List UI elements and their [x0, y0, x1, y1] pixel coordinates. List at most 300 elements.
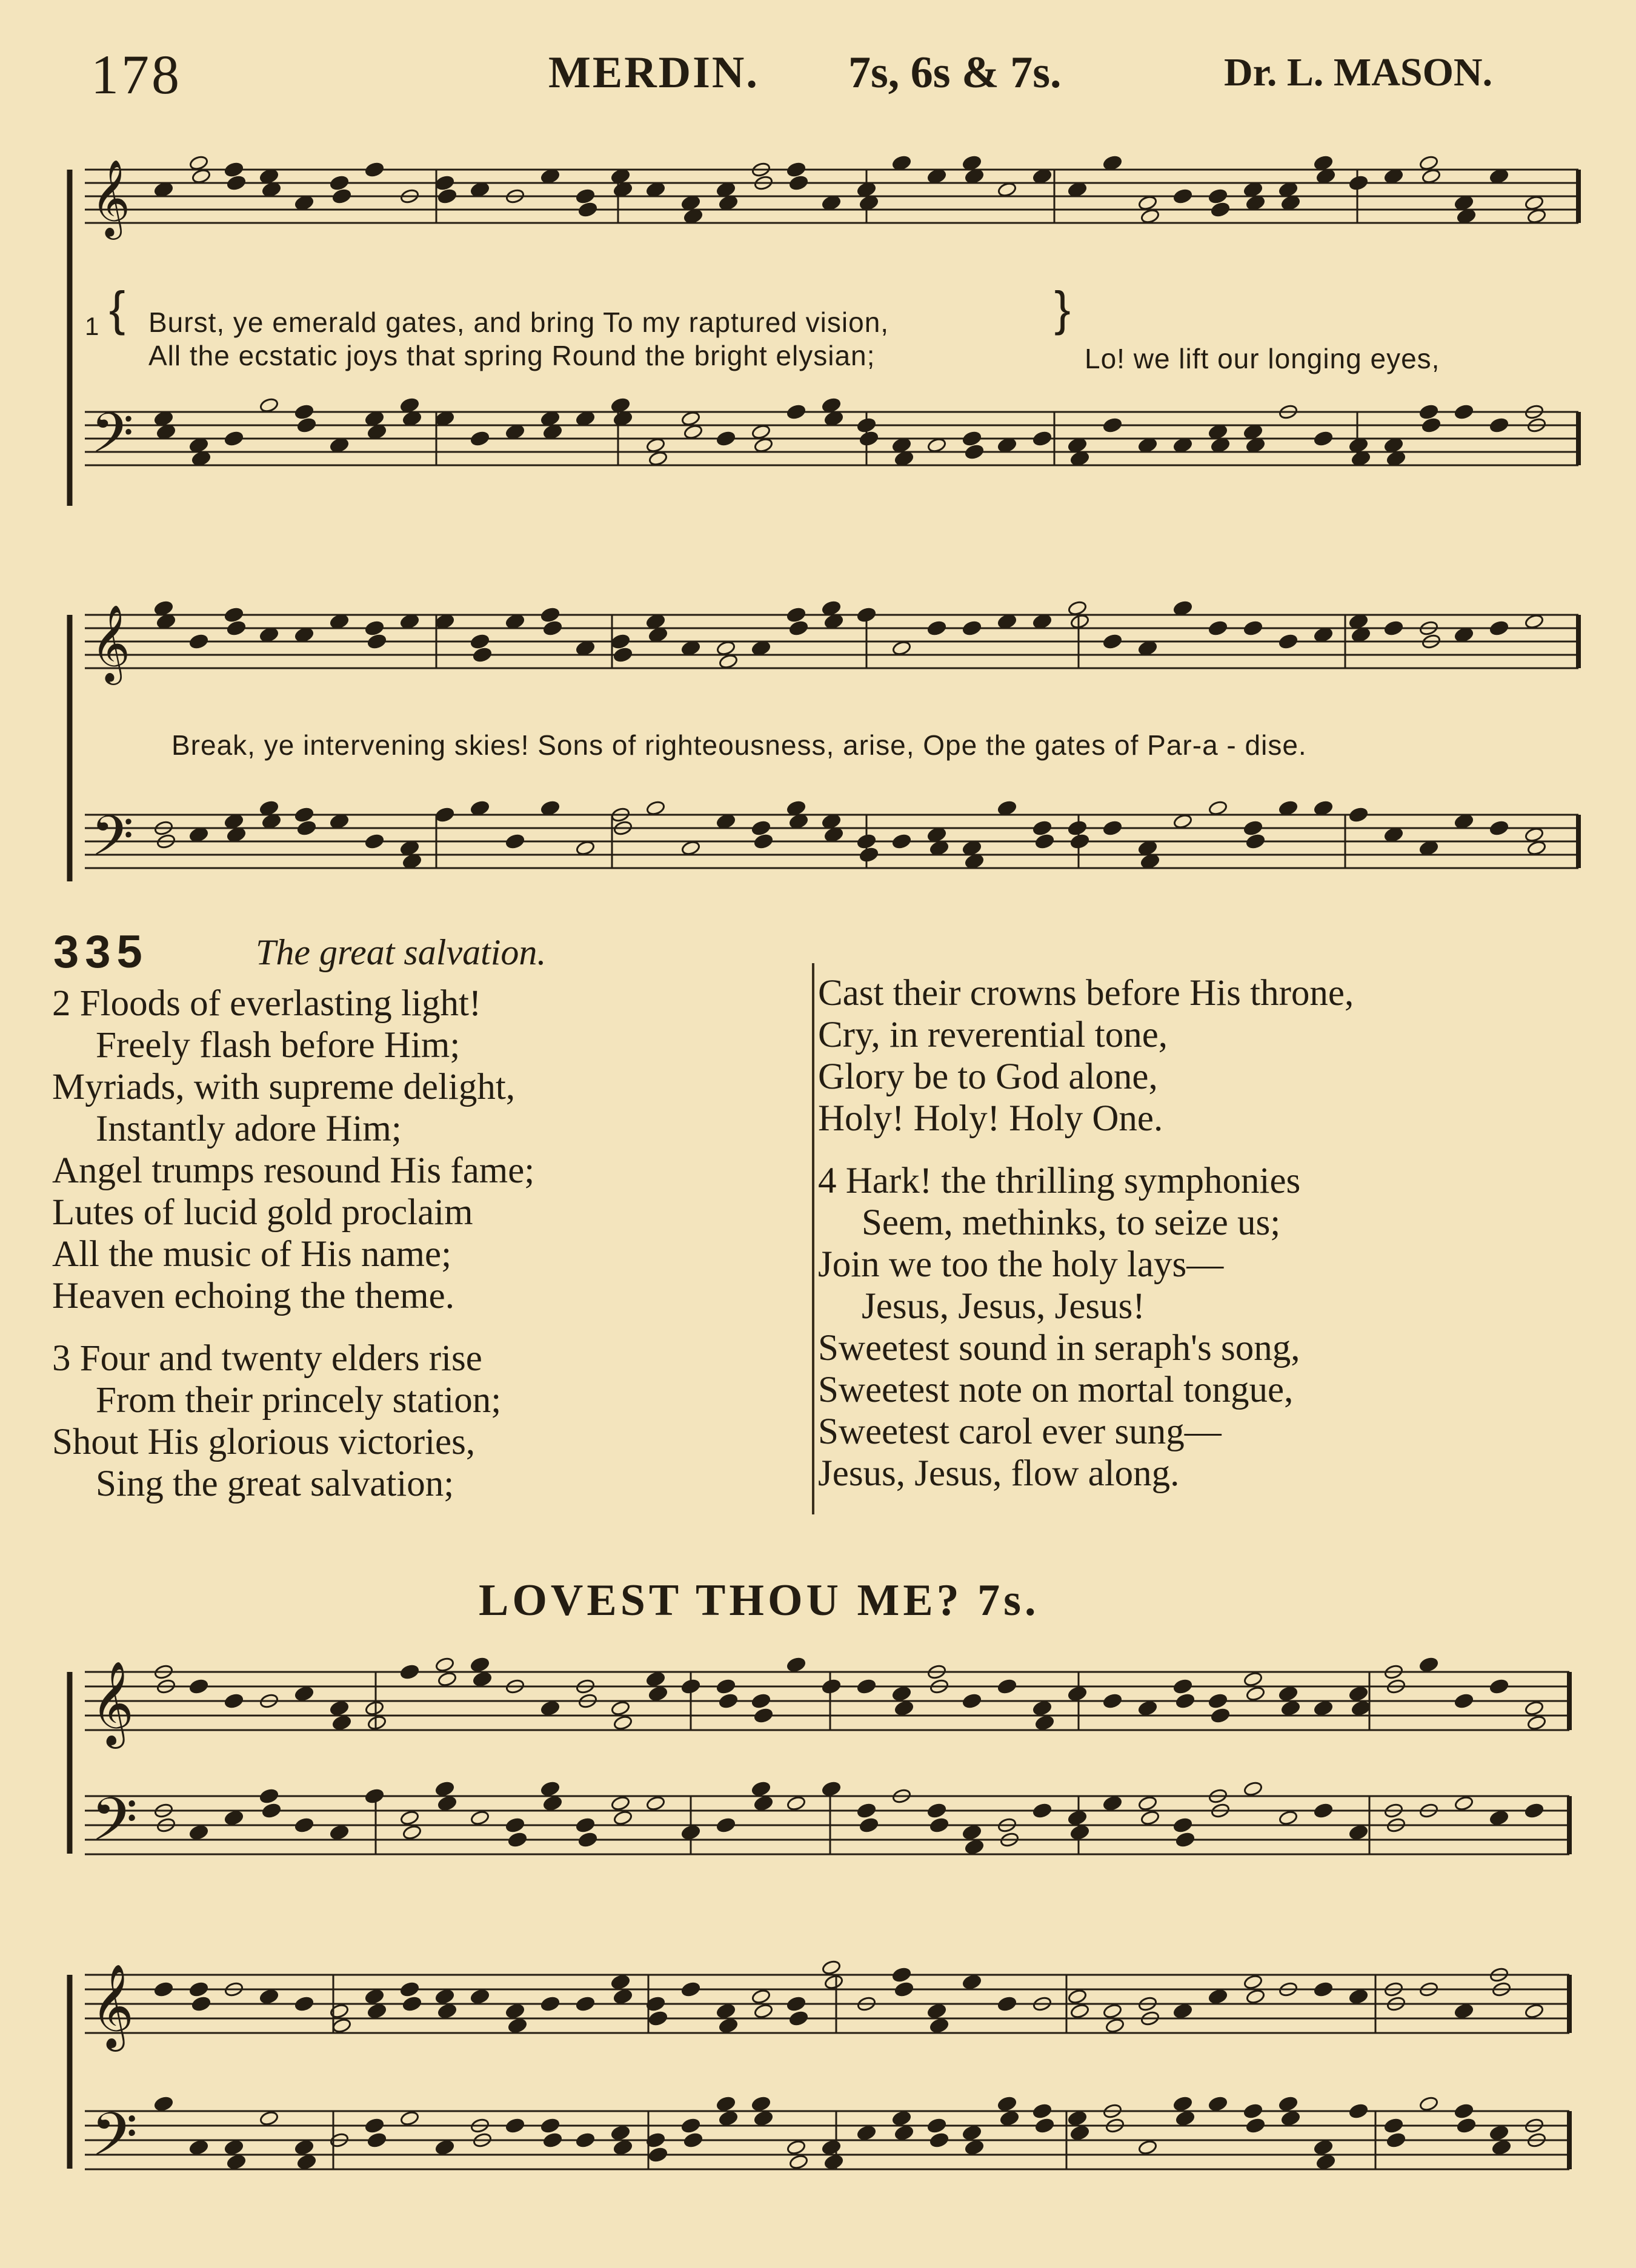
note-head — [965, 168, 984, 184]
verse-line: Shout His glorious victories, — [52, 1422, 476, 1462]
note-head — [330, 814, 349, 829]
note-head — [1419, 1657, 1438, 1673]
note-head — [1314, 155, 1333, 171]
note-head — [751, 2096, 771, 2112]
treble-clef: 𝄞 — [91, 604, 131, 681]
note-head — [751, 424, 771, 440]
note-head — [927, 168, 946, 184]
note-head — [1138, 1700, 1157, 1716]
note-head — [470, 1657, 490, 1673]
note-head — [1419, 840, 1438, 856]
verse-line: Glory be to God alone, — [818, 1056, 1158, 1097]
note-head — [754, 437, 773, 453]
note-head — [435, 175, 454, 191]
note-head — [1035, 1715, 1054, 1731]
tune-title: MERDIN. — [548, 48, 759, 98]
note-head — [1349, 614, 1368, 629]
note-head — [1243, 2103, 1263, 2119]
note-head — [189, 1825, 208, 1840]
note-head — [1351, 627, 1371, 643]
note-head — [154, 600, 173, 616]
note-head — [716, 431, 736, 446]
note-head — [646, 614, 665, 629]
note-head — [611, 1974, 630, 1990]
note-head — [227, 175, 246, 191]
note-head — [259, 1788, 279, 1804]
note-head — [365, 1788, 384, 1804]
note-head — [754, 834, 773, 849]
note-head — [997, 800, 1017, 816]
note-head — [330, 175, 349, 191]
note-head — [751, 1989, 771, 2004]
note-head — [1386, 451, 1406, 466]
note-head — [1279, 1686, 1298, 1702]
note-head — [648, 627, 668, 643]
note-head — [894, 1700, 914, 1716]
bass-clef: 𝄢 — [91, 804, 134, 881]
note-head — [1314, 2140, 1333, 2155]
note-head — [997, 1679, 1017, 1694]
note-head — [1070, 2125, 1089, 2141]
note-head — [1211, 1708, 1230, 1723]
note-head — [400, 1810, 419, 1826]
note-head — [1175, 1693, 1195, 1709]
note-head — [822, 600, 841, 616]
note-head — [716, 1817, 736, 1833]
note-head — [751, 820, 771, 836]
note-head — [716, 182, 736, 197]
note-head — [1489, 1679, 1509, 1694]
verse-line: 3 Four and twenty elders rise — [52, 1338, 482, 1379]
note-head — [1173, 1679, 1192, 1694]
note-head — [613, 1810, 633, 1826]
note-head — [1349, 437, 1368, 453]
lyrics-line-1b: All the ecstatic joys that spring Round the bright elysian; — [148, 340, 876, 371]
note-head — [1103, 820, 1122, 836]
note-head — [227, 2154, 246, 2170]
note-head — [400, 840, 419, 856]
note-head — [437, 188, 457, 204]
note-head — [1173, 188, 1192, 204]
note-head — [1175, 1832, 1195, 1848]
note-head — [1454, 1693, 1474, 1709]
note-head — [1489, 820, 1509, 836]
note-head — [789, 620, 808, 636]
composer-credit: Dr. L. MASON. — [1224, 50, 1493, 94]
note-head — [400, 1981, 419, 1997]
note-head — [1103, 417, 1122, 433]
note-head — [543, 424, 562, 440]
note-head — [505, 424, 525, 440]
note-head — [1457, 208, 1476, 224]
note-head — [822, 397, 841, 413]
note-head — [470, 1989, 490, 2004]
note-head — [962, 155, 982, 171]
note-head — [997, 2096, 1017, 2112]
note-head — [1316, 2154, 1335, 2170]
note-head — [927, 437, 946, 453]
note-head — [719, 2110, 738, 2126]
note-head — [786, 607, 806, 623]
note-head — [294, 807, 314, 823]
note-head — [894, 451, 914, 466]
note-head — [997, 437, 1017, 453]
note-head — [1314, 1803, 1333, 1819]
note-head — [262, 1803, 281, 1819]
note-head — [154, 182, 173, 197]
note-head — [505, 2118, 525, 2134]
note-head — [1173, 2003, 1192, 2019]
note-head — [646, 437, 665, 453]
note-head — [294, 195, 314, 211]
note-head — [227, 620, 246, 636]
note-head — [962, 431, 982, 446]
note-head — [1316, 168, 1335, 184]
note-head — [1489, 620, 1509, 636]
bass-clef: 𝄢 — [91, 401, 134, 479]
note-head — [613, 1989, 633, 2004]
note-head — [857, 1803, 876, 1819]
note-head — [505, 834, 525, 849]
note-head — [367, 1715, 387, 1731]
note-head — [929, 840, 949, 856]
note-head — [648, 2011, 668, 2026]
note-head — [365, 411, 384, 426]
note-head — [1068, 437, 1087, 453]
note-head — [1175, 2110, 1195, 2126]
note-head — [154, 2096, 173, 2112]
note-head — [611, 2125, 630, 2141]
note-head — [294, 2140, 314, 2155]
note-head — [297, 417, 316, 433]
note-head — [1246, 1686, 1265, 1702]
note-head — [154, 411, 173, 426]
note-head — [543, 1795, 562, 1811]
note-head — [892, 2110, 911, 2126]
verse-line: Jesus, Jesus, flow along. — [818, 1453, 1180, 1494]
note-head — [1281, 1700, 1300, 1716]
note-head — [789, 2154, 808, 2170]
verse-line: Sweetest carol ever sung— — [818, 1411, 1222, 1452]
verse-column-right — [818, 972, 1354, 1494]
note-head — [1314, 1981, 1333, 1997]
treble-clef: 𝄞 — [91, 1964, 134, 2048]
note-head — [857, 2125, 876, 2141]
note-head — [1032, 2103, 1052, 2119]
note-head — [789, 814, 808, 829]
note-head — [892, 834, 911, 849]
note-head — [892, 437, 911, 453]
note-head — [1525, 1700, 1544, 1716]
note-head — [929, 2018, 949, 2034]
note-head — [1032, 1803, 1052, 1819]
note-head — [224, 431, 244, 446]
note-head — [330, 437, 349, 453]
note-head — [683, 424, 703, 440]
note-head — [859, 195, 879, 211]
note-head — [1422, 168, 1441, 184]
note-head — [1351, 451, 1371, 466]
note-head — [576, 411, 595, 426]
verse-line: Cry, in reverential tone, — [818, 1015, 1168, 1055]
note-head — [365, 162, 384, 177]
note-head — [578, 1832, 597, 1848]
note-head — [716, 2096, 736, 2112]
note-head — [929, 2132, 949, 2148]
note-head — [1527, 840, 1546, 856]
note-head — [1314, 800, 1333, 816]
note-head — [1246, 834, 1265, 849]
note-head — [859, 1817, 879, 1833]
note-head — [367, 634, 387, 649]
note-head — [681, 1825, 700, 1840]
note-head — [1103, 1693, 1122, 1709]
note-head — [1384, 620, 1403, 636]
verse-line: Cast their crowns before His throne, — [818, 973, 1354, 1013]
note-head — [1527, 208, 1546, 224]
note-head — [1281, 195, 1300, 211]
note-head — [1386, 2132, 1406, 2148]
note-head — [613, 2140, 633, 2155]
note-head — [189, 827, 208, 843]
note-head — [1243, 1974, 1263, 1990]
note-head — [576, 1817, 595, 1833]
note-head — [262, 814, 281, 829]
note-head — [1068, 820, 1087, 836]
note-head — [540, 2118, 560, 2134]
note-head — [1489, 417, 1509, 433]
verse-number: 1 — [85, 312, 100, 340]
note-head — [786, 1657, 806, 1673]
note-head — [227, 827, 246, 843]
note-head — [189, 155, 208, 171]
note-head — [1349, 1686, 1368, 1702]
note-head — [681, 640, 700, 656]
note-head — [191, 451, 211, 466]
note-head — [435, 1781, 454, 1797]
note-head — [1032, 614, 1052, 629]
note-head — [1211, 437, 1230, 453]
note-head — [751, 640, 771, 656]
note-head — [824, 411, 843, 426]
note-head — [1349, 1825, 1368, 1840]
note-head — [470, 182, 490, 197]
note-head — [1035, 834, 1054, 849]
note-head — [437, 1671, 457, 1687]
note-head — [1138, 2140, 1157, 2155]
note-head — [1208, 800, 1228, 816]
note-head — [470, 431, 490, 446]
note-head — [365, 1989, 384, 2004]
note-head — [786, 1996, 806, 2012]
note-head — [189, 634, 208, 649]
note-head — [822, 2140, 841, 2155]
note-head — [259, 1989, 279, 2004]
note-head — [470, 634, 490, 649]
note-head — [1208, 1989, 1228, 2004]
note-head — [1208, 620, 1228, 636]
note-head — [927, 827, 946, 843]
note-head — [1138, 437, 1157, 453]
note-head — [402, 1825, 422, 1840]
second-tune-title: LOVEST THOU ME? 7s. — [479, 1576, 1040, 1625]
music-system-4 — [61, 1951, 1588, 2205]
note-head — [224, 814, 244, 829]
note-head — [435, 2140, 454, 2155]
note-head — [719, 195, 738, 211]
note-head — [540, 168, 560, 184]
note-head — [365, 2118, 384, 2134]
note-head — [543, 2132, 562, 2148]
note-head — [402, 1996, 422, 2012]
note-head — [508, 2018, 527, 2034]
note-head — [437, 1795, 457, 1811]
note-head — [786, 1795, 806, 1811]
note-head — [505, 614, 525, 629]
page-number: 178 — [91, 44, 182, 105]
note-head — [1068, 182, 1087, 197]
note-head — [576, 188, 595, 204]
verse-line: 4 Hark! the thrilling symphonies — [818, 1161, 1301, 1201]
tune-meter: 7s, 6s & 7s. — [848, 48, 1062, 98]
note-head — [1246, 437, 1265, 453]
note-head — [716, 2003, 736, 2019]
note-head — [259, 397, 279, 413]
note-head — [435, 1657, 454, 1673]
note-head — [1454, 814, 1474, 829]
note-head — [1208, 188, 1228, 204]
note-head — [962, 2125, 982, 2141]
note-head — [330, 1700, 349, 1716]
note-head — [540, 411, 560, 426]
note-head — [1140, 854, 1160, 869]
note-head — [224, 1693, 244, 1709]
note-head — [189, 2140, 208, 2155]
note-head — [540, 800, 560, 816]
note-head — [294, 404, 314, 420]
note-head — [681, 1981, 700, 1997]
note-head — [927, 1803, 946, 1819]
verse-line: Lutes of lucid gold proclaim — [52, 1192, 473, 1233]
note-head — [892, 1967, 911, 1983]
note-head — [754, 2110, 773, 2126]
note-head — [473, 647, 492, 663]
note-head — [1243, 1781, 1263, 1797]
note-head — [965, 854, 984, 869]
note-head — [648, 1686, 668, 1702]
verse-line: 2 Floods of everlasting light! — [52, 983, 482, 1024]
note-head — [1279, 2096, 1298, 2112]
note-head — [576, 1996, 595, 2012]
note-head — [1173, 600, 1192, 616]
note-head — [1246, 1989, 1265, 2004]
treble-clef: 𝄞 — [91, 1661, 134, 1745]
note-head — [470, 800, 490, 816]
note-head — [1070, 1825, 1089, 1840]
note-head — [716, 1679, 736, 1694]
note-head — [822, 814, 841, 829]
note-head — [997, 182, 1017, 197]
hymn-subtitle: The great salvation. — [256, 932, 547, 972]
column-divider — [812, 963, 814, 1514]
note-head — [1454, 2103, 1474, 2119]
lyrics-line-1a: Burst, ye emerald gates, and bring To my raptured vision, — [148, 307, 889, 338]
brace-left: { — [109, 282, 126, 336]
note-head — [929, 1817, 949, 1833]
note-head — [578, 202, 597, 217]
note-head — [505, 2003, 525, 2019]
note-head — [822, 1960, 841, 1975]
note-head — [1068, 1810, 1087, 1826]
note-head — [1349, 807, 1368, 823]
note-head — [297, 2154, 316, 2170]
note-head — [648, 2147, 668, 2163]
note-head — [648, 451, 668, 466]
note-head — [613, 411, 633, 426]
note-head — [1173, 2096, 1192, 2112]
note-head — [892, 640, 911, 656]
note-head — [1279, 634, 1298, 649]
note-head — [822, 1781, 841, 1797]
note-head — [857, 182, 876, 197]
verse-line: Sing the great salvation; — [96, 1464, 454, 1504]
note-head — [437, 2003, 457, 2019]
note-head — [1173, 814, 1192, 829]
note-head — [719, 1693, 738, 1709]
note-head — [611, 634, 630, 649]
note-head — [332, 2018, 351, 2034]
note-head — [1384, 827, 1403, 843]
note-head — [1351, 1700, 1371, 1716]
note-head — [1281, 2110, 1300, 2126]
note-head — [1279, 182, 1298, 197]
note-head — [754, 2003, 773, 2019]
note-head — [1525, 1803, 1544, 1819]
bass-clef: 𝄢 — [91, 1785, 138, 1869]
verse-line: Holy! Holy! Holy One. — [818, 1098, 1163, 1139]
note-head — [543, 620, 562, 636]
note-head — [1454, 1795, 1474, 1811]
note-head — [716, 814, 736, 829]
note-head — [1384, 168, 1403, 184]
note-head — [1068, 600, 1087, 616]
note-head — [1243, 182, 1263, 197]
note-head — [365, 834, 384, 849]
note-head — [1525, 195, 1544, 211]
note-head — [435, 614, 454, 629]
bass-clef: 𝄢 — [91, 2100, 138, 2184]
treble-clef: 𝄞 — [91, 159, 131, 236]
note-head — [646, 182, 665, 197]
note-head — [189, 437, 208, 453]
note-head — [1349, 175, 1368, 191]
note-head — [1138, 640, 1157, 656]
note-head — [613, 1715, 633, 1731]
note-head — [1103, 155, 1122, 171]
note-head — [576, 840, 595, 856]
note-head — [576, 640, 595, 656]
note-head — [1489, 2125, 1509, 2141]
note-head — [1489, 168, 1509, 184]
note-head — [154, 1981, 173, 1997]
note-head — [857, 417, 876, 433]
note-head — [719, 654, 738, 669]
note-head — [1032, 1700, 1052, 1716]
note-head — [1454, 627, 1474, 643]
note-head — [1208, 424, 1228, 440]
note-head — [330, 614, 349, 629]
note-head — [1105, 2018, 1125, 2034]
